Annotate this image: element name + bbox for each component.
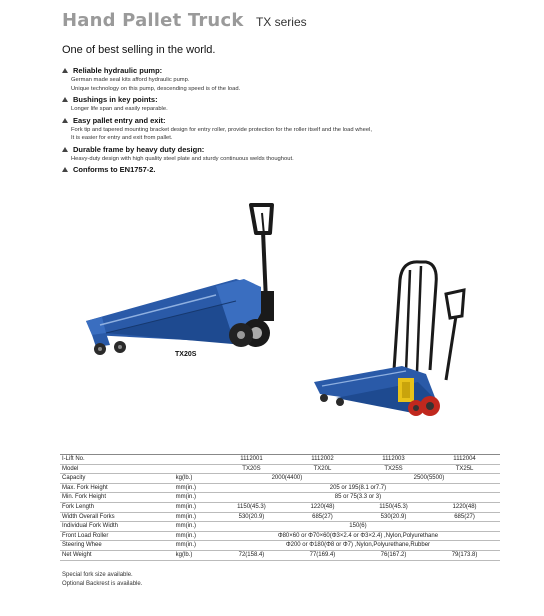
spec-table [60, 454, 500, 561]
spec-label: Steering Whee [60, 541, 174, 551]
spec-value: 1112003 [358, 455, 429, 465]
spec-label: I-Lift No. [60, 455, 174, 465]
feature-description: Longer life span and easily reparable. [71, 106, 168, 112]
spec-value: 77(169.4) [287, 550, 358, 560]
feature-item [62, 165, 522, 175]
spec-label: Width Overall Forks [60, 512, 174, 522]
spec-value: 2000(4400) [216, 474, 358, 484]
table-row [60, 502, 500, 512]
spec-value: Φ200 or Φ180(Φ8 or Φ7) ,Nylon,Polyurethane,Rubber [216, 541, 500, 551]
spec-unit: mm(in.) [174, 493, 216, 503]
triangle-bullet-icon [62, 147, 68, 152]
table-row [60, 512, 500, 522]
feature-heading: Conforms to EN1757-2. [62, 165, 522, 175]
triangle-bullet-icon [62, 97, 68, 102]
feature-item [62, 145, 522, 164]
series-label: TX series [255, 15, 307, 29]
spec-label: Model [60, 464, 174, 474]
spec-label: Capacity [60, 474, 174, 484]
spec-value: 1150(45.3) [358, 502, 429, 512]
notes [62, 571, 142, 589]
table-row [60, 493, 500, 503]
spec-value: 1112001 [216, 455, 287, 465]
pallet-truck-photo-tx20s [66, 183, 286, 368]
feature-description: German made seal kits afford hydraulic pump. [71, 77, 190, 83]
spec-value: 205 or 195(8.1 or7.7) [216, 483, 500, 493]
spec-unit: mm(in.) [174, 512, 216, 522]
spec-value: 85 or 75(3.3 or 3) [216, 493, 500, 503]
feature-heading: Durable frame by heavy duty design: [62, 145, 522, 155]
spec-value: Φ80×60 or Φ70×60(Φ3×2.4 or Φ3×2.4) ,Nylon,Polyurethane [216, 531, 500, 541]
table-row [60, 550, 500, 560]
spec-label: Front Load Roller [60, 531, 174, 541]
spec-value: TX20L [287, 464, 358, 474]
feature-description: Heavy-duty design with high quality steel plate and sturdy continuous welds thoughout. [71, 155, 294, 162]
table-row [60, 531, 500, 541]
spec-value: 530(20.9) [216, 512, 287, 522]
table-row [60, 464, 500, 474]
table-row [60, 541, 500, 551]
note-line: Optional Backrest is available. [62, 581, 143, 587]
spec-value: TX25S [358, 464, 429, 474]
table-row [60, 483, 500, 493]
spec-value: 79(173.8) [429, 550, 500, 560]
spec-value: 1112002 [287, 455, 358, 465]
spec-unit: mm(in.) [174, 502, 216, 512]
spec-value: 1220(48) [287, 502, 358, 512]
feature-list [62, 66, 522, 177]
feature-item [62, 116, 522, 143]
spec-value: 530(20.9) [358, 512, 429, 522]
spec-label: Max. Fork Height [60, 483, 174, 493]
feature-heading: Reliable hydraulic pump: [62, 66, 522, 76]
tagline: One of best selling in the world. [62, 44, 216, 56]
spec-value: 1220(48) [429, 502, 500, 512]
spec-label: Fork Length [60, 502, 174, 512]
spec-value: 150(6) [216, 522, 500, 532]
spec-label: Net Weight [60, 550, 174, 560]
spec-value: TX25L [429, 464, 500, 474]
feature-item [62, 66, 522, 93]
spec-value: 685(27) [429, 512, 500, 522]
note-line: Special fork size available. [62, 572, 133, 578]
spec-value: 2500(5500) [358, 474, 500, 484]
feature-item [62, 95, 522, 114]
photo-label-tx20s: TX20S [175, 351, 197, 358]
feature-heading: Easy pallet entry and exit: [62, 116, 522, 126]
feature-description: Fork tip and tapered mounting bracket design for entry roller, provide protection for the roller itself and the load wheel, [71, 126, 372, 133]
spec-unit: mm(in.) [174, 541, 216, 551]
feature-description: It is easier for entry and exit from pallet. [71, 135, 173, 141]
spec-unit: mm(in.) [174, 483, 216, 493]
table-row [60, 522, 500, 532]
pallet-truck-photo-backrest [306, 250, 478, 430]
spec-label: Min. Fork Height [60, 493, 174, 503]
spec-unit: mm(in.) [174, 531, 216, 541]
table-row [60, 474, 500, 484]
feature-heading: Bushings in key points: [62, 95, 522, 105]
spec-value: 72(158.4) [216, 550, 287, 560]
spec-unit: kg(lb.) [174, 474, 216, 484]
header [62, 10, 307, 31]
spec-value: 685(27) [287, 512, 358, 522]
table-row [60, 455, 500, 465]
triangle-bullet-icon [62, 118, 68, 123]
spec-value: 1150(45.3) [216, 502, 287, 512]
spec-value: 76(167.2) [358, 550, 429, 560]
triangle-bullet-icon [62, 167, 68, 172]
spec-unit: kg(lb.) [174, 550, 216, 560]
spec-label: Individual Fork Width [60, 522, 174, 532]
spec-value: 1112004 [429, 455, 500, 465]
spec-unit [174, 464, 216, 474]
spec-value: TX20S [216, 464, 287, 474]
page-title: Hand Pallet Truck [62, 10, 244, 31]
spec-unit [174, 455, 216, 465]
triangle-bullet-icon [62, 68, 68, 73]
feature-description: Unique technology on this pump, descending speed is of the load. [71, 85, 241, 92]
spec-unit: mm(in.) [174, 522, 216, 532]
